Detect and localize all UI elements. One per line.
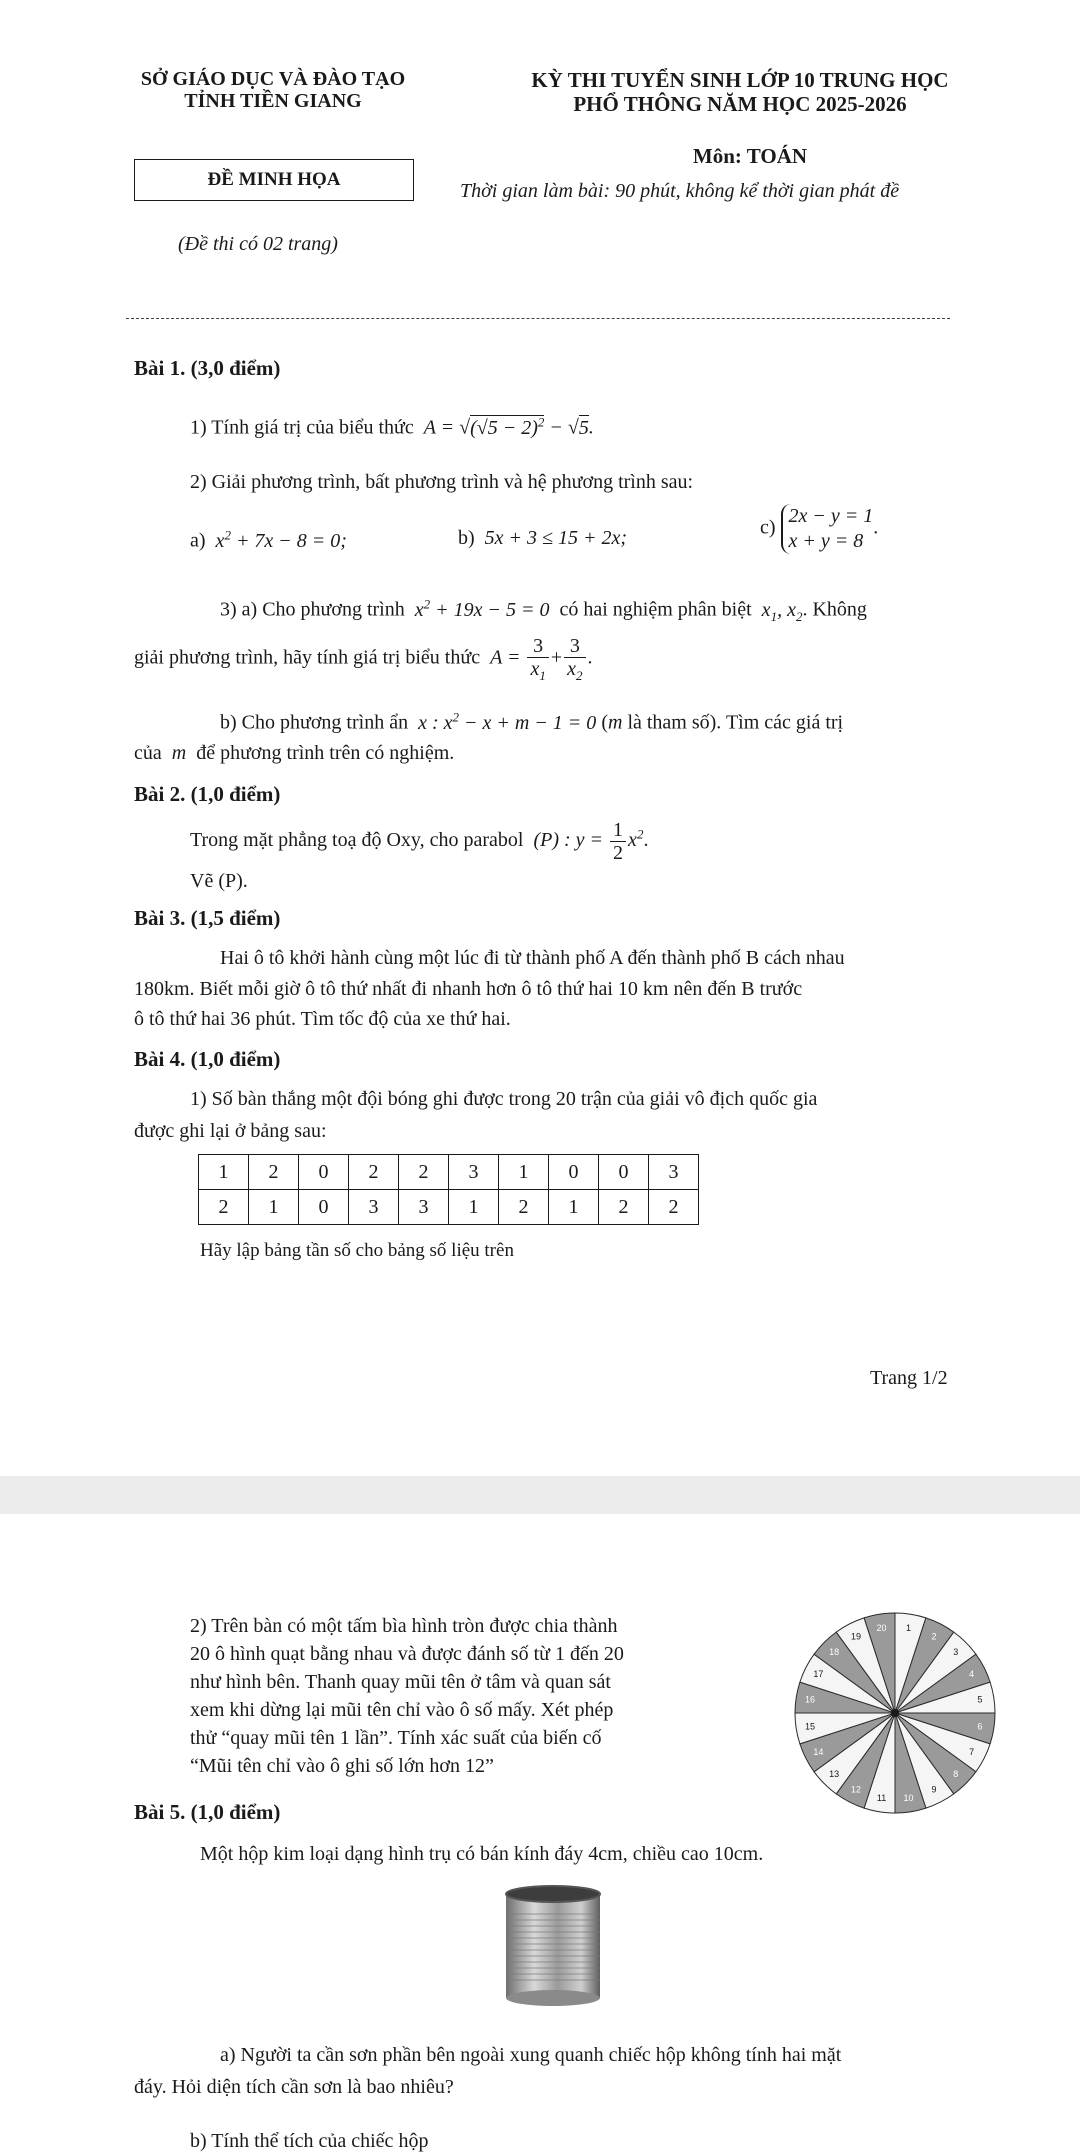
- q3b-line2-pre: của: [134, 742, 162, 764]
- table-cell: 3: [449, 1155, 499, 1190]
- wheel-number: 2: [931, 1631, 937, 1642]
- bai5-title: Bài 5. (1,0 điểm): [134, 1800, 281, 1824]
- wheel-number: 8: [953, 1768, 959, 1779]
- table-cell: 2: [249, 1155, 299, 1190]
- q2-line: “Mũi tên chỉ vào ô ghi số lớn hơn 12”: [190, 1755, 494, 1777]
- table-caption: Hãy lập bảng tần số cho bảng số liệu trên: [200, 1240, 514, 1261]
- bai1-q2b: b) 5x + 3 ≤ 15 + 2x;: [458, 527, 628, 549]
- q2-line: 2) Trên bàn có một tấm bìa hình tròn được chia thành: [190, 1615, 618, 1637]
- wheel-number: 7: [969, 1747, 975, 1758]
- wheel-number: 3: [953, 1647, 959, 1658]
- bai1-q2c: c) 2x − y = 1 x + y = 8.: [760, 505, 879, 552]
- header-exam: [470, 68, 1010, 116]
- table-cell: 2: [499, 1190, 549, 1225]
- table-cell: 1: [549, 1190, 599, 1225]
- exam-subject: Môn: TOÁN: [692, 144, 808, 168]
- table-cell: 1: [249, 1190, 299, 1225]
- wheel-pivot: [891, 1709, 899, 1717]
- bai4-line1: 1) Số bàn thắng một đội bóng ghi được trong 20 trận của giải vô địch quốc gia: [190, 1088, 818, 1110]
- wheel-number: 18: [829, 1647, 840, 1658]
- table-row: [199, 1190, 699, 1225]
- table-cell: 1: [499, 1155, 549, 1190]
- bai5-q5a-line2: đáy. Hỏi diện tích cần sơn là bao nhiêu?: [134, 2076, 454, 2098]
- spinner-wheel: [790, 1608, 1000, 1818]
- header-department: [108, 68, 438, 112]
- bai2-title: Bài 2. (1,0 điểm): [134, 782, 281, 806]
- page-number: Trang 1/2: [870, 1367, 948, 1389]
- wheel-number: 12: [850, 1784, 861, 1795]
- q3a-mid: có hai nghiệm phân biệt: [559, 598, 752, 621]
- exam-line1: KỲ THI TUYỂN SINH LỚP 10 TRUNG HỌC: [531, 68, 949, 92]
- bai4-q2: [190, 1612, 780, 1780]
- wheel-number: 17: [813, 1668, 824, 1679]
- bai2-text: Trong mặt phẳng toạ độ Oxy, cho parabol (P) : y = $\frac{1}{2}$ $x^2$.: [190, 819, 649, 864]
- bai5-q5a-line1: a) Người ta cần sơn phần bên ngoài xung quanh chiếc hộp không tính hai mặt: [220, 2044, 842, 2066]
- bai1-q2: 2) Giải phương trình, bất phương trình và hệ phương trình sau:: [190, 471, 694, 493]
- bai1-q2b-label: b): [458, 527, 475, 549]
- bai1-title: Bài 1. (3,0 điểm): [134, 356, 281, 380]
- wheel-number: 1: [905, 1623, 911, 1634]
- table-cell: 1: [449, 1190, 499, 1225]
- bai1-q1: [190, 414, 594, 440]
- table-cell: 0: [549, 1155, 599, 1190]
- bai2-draw: Vẽ (P).: [190, 870, 248, 892]
- table-cell: 2: [399, 1155, 449, 1190]
- sample-exam-badge: ĐỀ MINH HỌA: [134, 159, 414, 201]
- table-cell: 0: [299, 1155, 349, 1190]
- header-divider: [126, 318, 950, 319]
- q3a-end: . Không: [802, 598, 867, 621]
- wheel-number: 10: [903, 1792, 914, 1803]
- table-cell: 3: [399, 1190, 449, 1225]
- bai3-title: Bài 3. (1,5 điểm): [134, 906, 281, 930]
- goals-table: [198, 1154, 699, 1225]
- wheel-number: 4: [969, 1668, 975, 1679]
- bai2-text-content: Trong mặt phẳng toạ độ Oxy, cho parabol: [190, 829, 524, 852]
- q2-line: xem khi dừng lại mũi tên chỉ vào ô số mấy. Xét phép: [190, 1699, 614, 1721]
- wheel-number: 14: [813, 1747, 824, 1758]
- pages-note: (Đề thi có 02 trang): [178, 233, 338, 255]
- bai1-q2a-label: a): [190, 529, 206, 552]
- table-cell: 1: [199, 1155, 249, 1190]
- exam-line2: PHỔ THÔNG NĂM HỌC 2025-2026: [573, 92, 907, 116]
- table-cell: 2: [649, 1190, 699, 1225]
- table-cell: 0: [299, 1190, 349, 1225]
- bai1-q3a-line1: 3) a) Cho phương trình $x^2 + 19x - 5 = 0$ có hai nghiệm phân biệt $x_1$, $x_2$. Không: [220, 596, 867, 624]
- wheel-number: 13: [829, 1768, 840, 1779]
- bai5-text: Một hộp kim loại dạng hình trụ có bán kính đáy 4cm, chiều cao 10cm.: [200, 1843, 764, 1865]
- q2-line: 20 ô hình quạt bằng nhau và được đánh số từ 1 đến 20: [190, 1643, 624, 1665]
- q3b-end: là tham số). Tìm các giá trị: [627, 711, 844, 734]
- wheel-number: 15: [805, 1721, 816, 1732]
- q3a-line2-text: giải phương trình, hãy tính giá trị biểu thức: [134, 646, 481, 669]
- q2-line: thử “quay mũi tên 1 lần”. Tính xác suất của biến cố: [190, 1727, 602, 1749]
- bai3-line3: ô tô thứ hai 36 phút. Tìm tốc độ của xe thứ hai.: [134, 1008, 511, 1030]
- bai4-title: Bài 4. (1,0 điểm): [134, 1047, 281, 1071]
- table-cell: 0: [599, 1155, 649, 1190]
- q3b-line2-end: để phương trình trên có nghiệm.: [196, 742, 455, 764]
- bai1-q2a: a) $x^2 + 7x - 8 = 0$;: [190, 527, 347, 552]
- table-cell: 3: [349, 1190, 399, 1225]
- wheel-number: 16: [805, 1694, 816, 1705]
- wheel-number: 19: [850, 1631, 861, 1642]
- dept-line1: SỞ GIÁO DỤC VÀ ĐÀO TẠO: [140, 68, 406, 90]
- table-cell: 3: [649, 1155, 699, 1190]
- bai1-q3b-line1: b) Cho phương trình ẩn x : $x^2 - x + m - 1 = 0$ (m là tham số). Tìm các giá trị: [220, 709, 844, 734]
- bai3-line1: Hai ô tô khởi hành cùng một lúc đi từ thành phố A đến thành phố B cách nhau: [220, 947, 845, 969]
- dept-line2: TỈNH TIỀN GIANG: [184, 90, 362, 112]
- bai1-q1-text: 1) Tính giá trị của biểu thức: [190, 416, 414, 439]
- wheel-number: 5: [977, 1694, 983, 1705]
- equation-system: 2x − y = 1 x + y = 8: [781, 504, 874, 554]
- table-cell: 2: [199, 1190, 249, 1225]
- q3a-pre: 3) a) Cho phương trình: [220, 598, 405, 621]
- q3b-pre: b) Cho phương trình ẩn: [220, 711, 409, 734]
- bai1-q2c-label: c): [760, 516, 776, 539]
- page-separator: [0, 1476, 1080, 1514]
- bai1-q3a-line2: giải phương trình, hãy tính giá trị biểu thức A = $\frac{3}{x_1}$ + $\frac{3}{x_2}$ .: [134, 635, 593, 683]
- table-row: [199, 1155, 699, 1190]
- table-cell: 2: [599, 1190, 649, 1225]
- wheel-number: 20: [876, 1623, 887, 1634]
- wheel-number: 9: [931, 1784, 937, 1795]
- bai3-line2: 180km. Biết mỗi giờ ô tô thứ nhất đi nhanh hơn ô tô thứ hai 10 km nên đến B trước: [134, 978, 803, 1000]
- wheel-number: 6: [977, 1721, 983, 1732]
- cylinder-can-image: [500, 1884, 606, 2010]
- bai4-line2: được ghi lại ở bảng sau:: [134, 1120, 327, 1142]
- bai1-q3b-line2: của m để phương trình trên có nghiệm.: [134, 742, 455, 764]
- table-cell: 2: [349, 1155, 399, 1190]
- q2-line: như hình bên. Thanh quay mũi tên ở tâm và quan sát: [190, 1671, 611, 1693]
- wheel-number: 11: [876, 1792, 887, 1803]
- bai5-q5b-partial: b) Tính thể tích của chiếc hộp: [190, 2130, 429, 2152]
- exam-time: Thời gian làm bài: 90 phút, không kể thời gian phát đề: [460, 180, 900, 202]
- bai1-q1-formula: $A = √(√5 - 2)^2 - √5$.: [418, 414, 594, 439]
